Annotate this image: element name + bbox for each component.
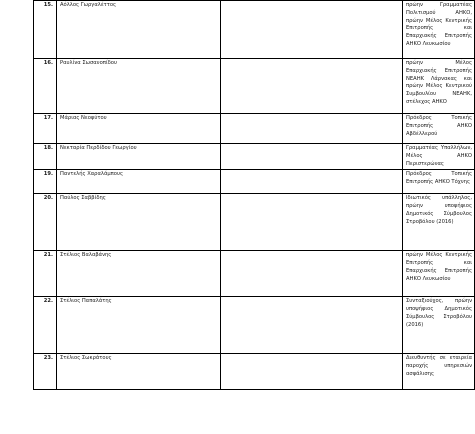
member-role	[221, 170, 403, 194]
table-row	[34, 297, 475, 354]
member-name: Μάριας Νεοφύτου	[57, 114, 221, 144]
member-name: Παύλος Σαββίδης	[57, 194, 221, 251]
table-row	[34, 194, 475, 251]
table-row	[34, 354, 475, 390]
table-row	[34, 59, 475, 114]
member-name: Στέλιος Σωκράτους	[57, 354, 221, 390]
row-number: 22.	[34, 297, 57, 354]
member-details: Πρόεδρος Τοπικής Επιτροπής ΑΗΚΟ Τόχνης	[403, 170, 475, 194]
member-name: Ραυλίνα Σωσανοπίδου	[57, 59, 221, 114]
member-details: Πρόεδρος Τοπικής Επιτροπής ΑΗΚΟ Αβδέλλερού	[403, 114, 475, 144]
member-name: Στέλιος Βαλαβάνης	[57, 251, 221, 297]
member-role	[221, 114, 403, 144]
member-name: Νεκταρία Περδίδου Γεωργίου	[57, 144, 221, 170]
row-number: 16.	[34, 59, 57, 114]
member-details: πρώην Γραμματέας Πολιτισμού ΑΗΚΟ, πρώην Μέλος Κεντρικής Επιτροπής και Επαρχιακής Επιτροπής ΑΗΚΟ Λευκωσίου	[403, 1, 475, 59]
member-name: Αόλλος Γωργαλέττος	[57, 1, 221, 59]
row-number: 20.	[34, 194, 57, 251]
row-number: 18.	[34, 144, 57, 170]
member-role	[221, 1, 403, 59]
table-row	[34, 1, 475, 59]
member-role	[221, 59, 403, 114]
member-details: Ιδιωτικός υπάλληλος, πρώην υποψήφιος Δημοτικός Σύμβουλος Στροβόλου (2016)	[403, 194, 475, 251]
table-row	[34, 251, 475, 297]
row-number: 23.	[34, 354, 57, 390]
row-number: 21.	[34, 251, 57, 297]
member-role	[221, 251, 403, 297]
member-details: Γραμματέας Υπαλλήλων, Μέλος ΑΗΚΟ Περιστερώνας	[403, 144, 475, 170]
table-row	[34, 170, 475, 194]
member-role	[221, 144, 403, 170]
member-details: Διευθυντής σε εταιρεία παροχής υπηρεσιών ασφάλισης	[403, 354, 475, 390]
row-number: 19.	[34, 170, 57, 194]
member-name: Στέλιος Παπαλάτης	[57, 297, 221, 354]
member-role	[221, 194, 403, 251]
table-row	[34, 114, 475, 144]
member-name: Παντελής Χαραλάμπους	[57, 170, 221, 194]
member-details: πρώην Μέλος Επαρχιακής Επιτροπής ΝΕΑΗΚ Λάρνακας και πρώην Μέλος Κεντρικού Συμβουλίου ΝΕΑΗΚ, στέλεχος ΑΗΚΟ	[403, 59, 475, 114]
member-role	[221, 354, 403, 390]
row-number: 15.	[34, 1, 57, 59]
member-details: πρώην Μέλος Κεντρικής Επιτροπής και Επαρχιακής Επιτροπής ΑΗΚΟ Λευκωσίου	[403, 251, 475, 297]
member-role	[221, 297, 403, 354]
row-number: 17.	[34, 114, 57, 144]
member-details: Συνταξιούχος, πρώην υποψήφιος Δημοτικός Σύμβουλος Στροβόλου (2016)	[403, 297, 475, 354]
table-row	[34, 144, 475, 170]
members-table	[33, 0, 475, 390]
